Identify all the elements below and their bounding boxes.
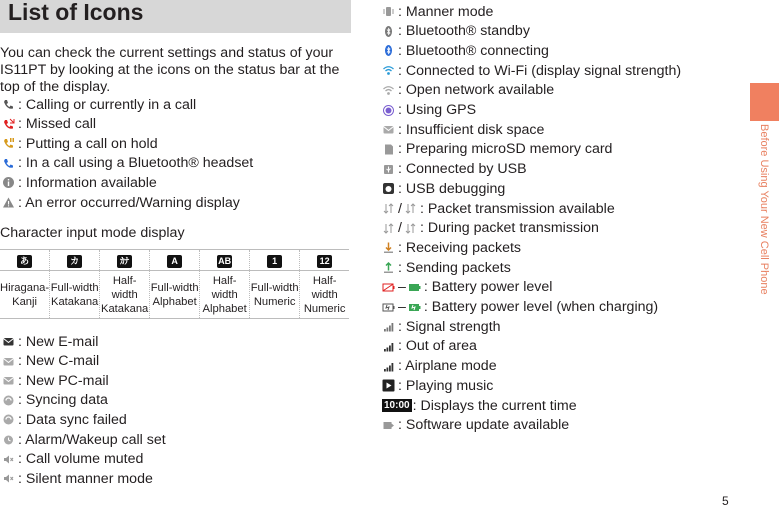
signal-strength-icon — [382, 320, 395, 333]
status-icon-row — [382, 81, 554, 100]
item-text: : Information available — [18, 174, 157, 191]
status-icon-row — [382, 41, 549, 60]
airplane-mode-icon — [382, 360, 395, 373]
icon-separator: / — [398, 200, 402, 217]
status-icon-row — [2, 173, 157, 192]
notification-icon-row — [2, 332, 98, 351]
play-music-icon — [382, 379, 395, 392]
char-mode-table — [0, 249, 349, 319]
silent-mode-icon — [2, 472, 15, 485]
char-mode-label-line: Full-width — [150, 281, 199, 294]
intro-paragraph: You can check the current settings and status of your IS11PT by looking at the icons on the status bar at the top of the display. — [0, 45, 340, 95]
status-icon-row — [382, 376, 493, 395]
item-text: : Alarm/Wakeup call set — [18, 431, 166, 448]
status-icon-row — [382, 61, 681, 80]
alarm-icon — [2, 433, 15, 446]
char-mode-label-line: Hiragana- — [0, 281, 50, 294]
notification-icon-row — [2, 469, 153, 488]
status-icon-row — [382, 278, 552, 297]
status-icon-row — [2, 193, 240, 212]
notification-icon-row — [2, 410, 127, 429]
char-mode-label — [50, 271, 100, 319]
status-icon-row — [382, 298, 658, 317]
packet-transmitting-icon — [382, 222, 395, 235]
item-text: : Battery power level (when charging) — [423, 299, 659, 315]
item-text: : Packet transmission available — [419, 200, 615, 217]
item-text: : Preparing microSD memory card — [398, 141, 613, 158]
status-icon-row — [382, 396, 577, 415]
item-text: : New E-mail — [18, 333, 99, 350]
char-mode-label-line: Full-width — [50, 281, 99, 294]
item-text: : Signal strength — [398, 318, 501, 335]
char-mode-cell — [250, 250, 300, 271]
item-text: : In a call using a Bluetooth® headset — [18, 155, 254, 172]
char-mode-cell — [50, 250, 100, 271]
item-text: : Connected to Wi-Fi (display signal strength) — [398, 62, 682, 79]
warning-icon — [2, 196, 15, 209]
status-icon-row — [382, 416, 569, 435]
bluetooth-standby-icon — [382, 25, 395, 38]
item-text: : Syncing data — [18, 392, 108, 409]
battery-empty-icon — [382, 281, 395, 294]
syncing-icon — [2, 394, 15, 407]
item-text: : Insufficient disk space — [398, 121, 545, 138]
item-text: : Missed call — [18, 116, 97, 133]
status-icon-row — [382, 160, 527, 179]
char-mode-label-line: Half-width — [111, 274, 138, 301]
sync-failed-icon — [2, 413, 15, 426]
status-icon-row — [382, 101, 476, 120]
status-icon-row — [382, 120, 544, 139]
item-text: : Receiving packets — [398, 239, 522, 256]
item-text: : Calling or currently in a call — [18, 96, 197, 113]
new-email-icon — [2, 335, 15, 348]
page-number: 5 — [722, 494, 729, 508]
notification-icon-row — [2, 352, 99, 371]
char-mode-label — [0, 271, 50, 319]
item-text: : Bluetooth® standby — [398, 23, 530, 40]
section-side-label: Before Using Your New Cell Phone — [758, 124, 770, 295]
receiving-packets-icon — [382, 241, 395, 254]
char-mode-label — [150, 271, 200, 319]
char-mode-label — [100, 271, 150, 319]
status-icon-row — [382, 258, 511, 277]
call-hold-icon — [2, 137, 15, 150]
item-text: : Playing music — [398, 377, 494, 394]
char-mode-icon: あ — [17, 255, 32, 268]
status-icon-row — [2, 134, 158, 153]
char-mode-label-line: Numeric — [303, 302, 346, 315]
clock-display-icon: 10:00 — [384, 400, 410, 411]
char-mode-icon: AB — [218, 256, 232, 266]
title-bar — [0, 0, 351, 33]
status-icon-row — [382, 22, 530, 41]
char-mode-icon: A — [167, 255, 182, 268]
char-mode-label-line: Katakana — [101, 302, 149, 315]
manner-mode-icon — [382, 5, 395, 18]
char-mode-icon: ｶﾅ — [117, 255, 132, 268]
status-icon-row — [2, 154, 253, 173]
char-mode-label-line: Katakana — [51, 295, 99, 308]
notification-icon-row — [2, 450, 143, 469]
char-mode-label-line: Full-width — [250, 281, 299, 294]
bluetooth-headset-call-icon — [2, 157, 15, 170]
packet-available-icon — [382, 202, 395, 215]
usb-icon — [382, 163, 395, 176]
software-update-icon — [382, 419, 395, 432]
item-text: : An error occurred/Warning display — [18, 194, 240, 211]
char-mode-label — [300, 271, 350, 319]
sending-packets-icon — [382, 261, 395, 274]
char-mode-label-line: Alphabet — [202, 302, 247, 315]
status-icon-row — [382, 357, 497, 376]
item-text: : Airplane mode — [398, 358, 497, 375]
item-text: : Connected by USB — [398, 161, 527, 178]
battery-charging-full-icon — [408, 301, 421, 314]
item-text: : Using GPS — [398, 102, 477, 118]
char-mode-icon: カ — [67, 255, 82, 268]
char-mode-icon: 1 — [267, 255, 282, 268]
item-text: : Bluetooth® connecting — [398, 42, 549, 59]
status-icon-row — [382, 199, 615, 218]
section-tab — [750, 83, 779, 121]
open-network-icon — [382, 84, 395, 97]
item-text: : Call volume muted — [18, 451, 144, 468]
status-icon-row — [382, 140, 612, 159]
status-icon-row — [2, 95, 196, 114]
status-icon-row — [382, 2, 493, 21]
battery-full-icon — [408, 281, 421, 294]
icon-separator: / — [398, 220, 402, 237]
missed-call-icon — [2, 118, 15, 131]
item-text: : Putting a call on hold — [18, 135, 158, 152]
status-icon-row — [382, 337, 477, 356]
char-mode-cell — [300, 250, 350, 271]
status-icon-row — [382, 179, 505, 198]
char-mode-label-line: Alphabet — [152, 295, 197, 308]
item-text: : Open network available — [398, 82, 555, 99]
char-mode-heading: Character input mode display — [0, 225, 185, 241]
item-text: : Sending packets — [398, 259, 511, 276]
sd-card-icon — [382, 143, 395, 156]
char-mode-cell — [200, 250, 250, 271]
char-mode-cell — [100, 250, 150, 271]
information-icon — [2, 176, 15, 189]
insufficient-disk-icon — [382, 123, 395, 136]
gps-icon — [382, 104, 395, 117]
item-text: : During packet transmission — [419, 220, 599, 237]
packet-transmitting-2-icon — [404, 222, 417, 235]
char-mode-label — [200, 271, 250, 319]
item-text: : Out of area — [398, 338, 477, 355]
char-mode-label-line: Kanji — [12, 295, 38, 308]
status-icon-row — [382, 219, 599, 238]
char-mode-label-line: Half-width — [211, 274, 238, 301]
icon-separator: – — [398, 299, 406, 315]
char-mode-label-line: Half-width — [311, 274, 338, 301]
item-text: : New PC-mail — [18, 372, 109, 389]
battery-charging-empty-icon — [382, 301, 395, 314]
notification-icon-row — [2, 371, 109, 390]
wifi-icon — [382, 64, 395, 77]
item-text: : Displays the current time — [412, 397, 577, 414]
item-text: : Data sync failed — [18, 411, 127, 428]
new-pcmail-icon — [2, 374, 15, 387]
char-mode-cell — [0, 250, 50, 271]
status-icon-row — [382, 317, 501, 336]
usb-debug-icon — [382, 182, 395, 195]
page-title: List of Icons — [8, 0, 144, 25]
item-text: : USB debugging — [398, 180, 506, 197]
new-cmail-icon — [2, 355, 15, 368]
bluetooth-connecting-icon — [382, 44, 395, 57]
item-text: : Software update available — [398, 417, 570, 434]
volume-muted-icon — [2, 453, 15, 466]
status-icon-row — [2, 115, 96, 134]
item-text: : Manner mode — [398, 3, 494, 20]
char-mode-cell — [150, 250, 200, 271]
item-text: : New C-mail — [18, 353, 100, 370]
char-mode-label — [250, 271, 300, 319]
notification-icon-row — [2, 430, 166, 449]
calling-icon — [2, 98, 15, 111]
status-icon-row — [382, 238, 521, 257]
out-of-area-icon — [382, 340, 395, 353]
packet-available-2-icon — [404, 202, 417, 215]
icon-separator: – — [398, 279, 406, 296]
char-mode-label-line: Numeric — [253, 295, 296, 308]
notification-icon-row — [2, 391, 108, 410]
item-text: : Battery power level — [423, 279, 553, 296]
item-text: : Silent manner mode — [18, 470, 153, 487]
char-mode-icon: 12 — [317, 255, 332, 268]
